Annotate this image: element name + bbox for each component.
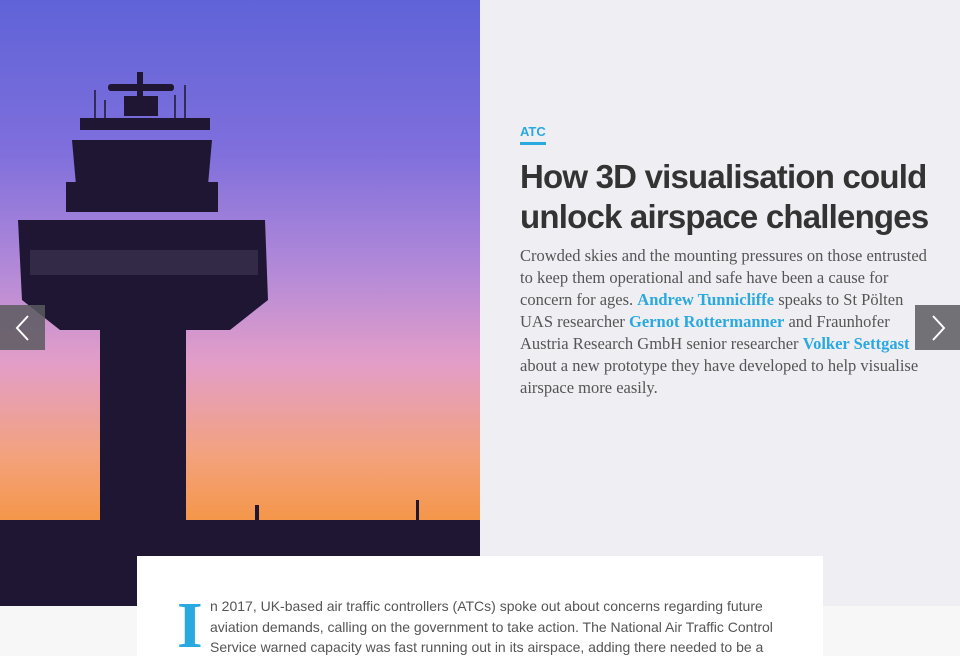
control-tower-silhouette — [0, 0, 480, 606]
intro-text: about a new prototype they have developed to help visualise airspace more easily. — [520, 356, 919, 397]
hero-image-control-tower — [0, 0, 480, 606]
person-link[interactable]: Volker Settgast — [802, 334, 910, 353]
intro-text: speaks to St Pölten UAS researcher — [520, 290, 904, 331]
author-link[interactable]: Andrew Tunnicliffe — [637, 290, 775, 309]
previous-slide-button[interactable] — [0, 305, 45, 350]
hero-text-panel — [480, 0, 960, 606]
hero-text-stack — [520, 124, 940, 399]
chevron-left-icon — [15, 315, 31, 341]
person-link[interactable]: Gernot Rottermanner — [629, 312, 785, 331]
chevron-right-icon — [930, 315, 946, 341]
article-body-text: n 2017, UK-based air traffic controllers (ATCs) spoke out about concerns regarding future aviation demands, calling on the government to take action. The National Air Traffic Control Service warned capacity was fast running out in its airspace, adding there needed to be a — [210, 598, 773, 655]
article-title: How 3D visualisation could unlock airspace challenges — [520, 158, 929, 235]
intro-text: and Fraunhofer Austria Research GmbH senior researcher — [520, 312, 890, 353]
article-body-card — [137, 556, 823, 656]
drop-cap: I — [177, 589, 203, 656]
intro-text: Crowded skies and the mounting pressures on those entrusted to keep them operational and safe have been a cause for concern for ages. — [520, 246, 927, 309]
article-intro — [520, 245, 930, 399]
next-slide-button[interactable] — [915, 305, 960, 350]
category-tag[interactable]: ATC — [520, 124, 546, 145]
